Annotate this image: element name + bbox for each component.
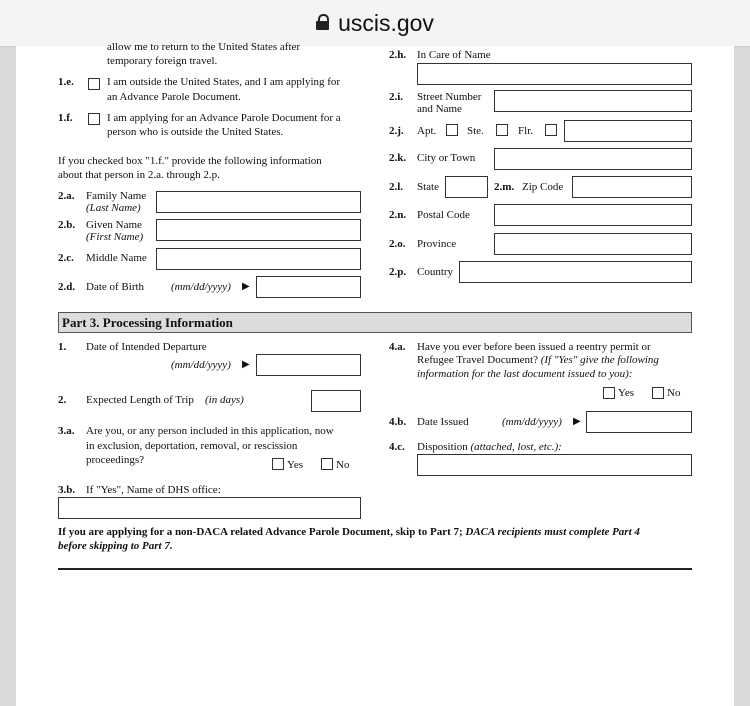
date-issued-input[interactable] xyxy=(586,411,692,433)
q1f-text-2: person who is outside the United States. xyxy=(107,126,284,138)
arrow-right-icon: ▶ xyxy=(573,416,581,427)
apt-checkbox[interactable] xyxy=(446,124,458,136)
p3-q4c-number: 4.c. xyxy=(389,441,405,453)
p3-q4a-text-2b: (If "Yes" give the following xyxy=(540,354,659,366)
p3-q4c-hint: (attached, lost, etc.): xyxy=(470,441,562,453)
country-input[interactable] xyxy=(459,261,692,283)
q4a-no-checkbox[interactable] xyxy=(652,387,664,399)
q2h-label: In Care of Name xyxy=(417,49,491,61)
q1f-number: 1.f. xyxy=(58,112,73,124)
flr-label: Flr. xyxy=(518,125,533,137)
ste-label: Ste. xyxy=(467,125,484,137)
p3-q1-label: Date of Intended Departure xyxy=(86,341,207,353)
date-of-birth-input[interactable] xyxy=(256,276,361,298)
q2j-number: 2.j. xyxy=(389,125,404,137)
q2a-label: Family Name xyxy=(86,190,147,202)
q2n-label: Postal Code xyxy=(417,209,470,221)
q2i-label-1: Street Number xyxy=(417,91,482,103)
p3-q3a-number: 3.a. xyxy=(58,425,75,437)
p3-q4b-label: Date Issued xyxy=(417,416,469,428)
p3-q1-format: (mm/dd/yyyy) xyxy=(171,359,231,371)
p3-q4b-format: (mm/dd/yyyy) xyxy=(502,416,562,428)
q1f-checkbox[interactable] xyxy=(88,113,100,125)
p3-q4c-label-text: Disposition xyxy=(417,441,468,453)
q2m-number: 2.m. xyxy=(494,181,515,193)
q2d-number: 2.d. xyxy=(58,281,76,293)
instructions-line-1: If you checked box "1.f." provide the following information xyxy=(58,155,322,167)
p3-q3a-text-2: in exclusion, deportation, removal, or rescission xyxy=(86,440,298,452)
q2a-number: 2.a. xyxy=(58,190,75,202)
dhs-office-input[interactable] xyxy=(58,497,361,519)
q2l-number: 2.l. xyxy=(389,181,404,193)
arrow-right-icon: ▶ xyxy=(242,359,250,370)
family-name-input[interactable] xyxy=(156,191,361,213)
q2b-sublabel: (First Name) xyxy=(86,231,144,243)
p3-q3a-text-1: Are you, or any person included in this application, now xyxy=(86,425,334,437)
arrow-right-icon: ▶ xyxy=(242,281,250,292)
flr-checkbox[interactable] xyxy=(545,124,557,136)
q2h-number: 2.h. xyxy=(389,49,407,61)
q2d-format: (mm/dd/yyyy) xyxy=(171,281,231,293)
p3-q1-number: 1. xyxy=(58,341,67,353)
q2o-number: 2.o. xyxy=(389,238,406,250)
lock-icon xyxy=(316,14,329,30)
q4a-no-label: No xyxy=(667,387,681,399)
p3-q2-label: Expected Length of Trip xyxy=(86,394,194,406)
q3a-yes-label: Yes xyxy=(287,459,304,471)
p3-q2-number: 2. xyxy=(58,394,67,406)
ste-checkbox[interactable] xyxy=(496,124,508,136)
q4a-yes-checkbox[interactable] xyxy=(603,387,615,399)
apt-label: Apt. xyxy=(417,125,437,137)
p3-q4a-text-3: information for the last document issued to you): xyxy=(417,368,633,380)
q2d-label: Date of Birth xyxy=(86,281,145,293)
p3-q4a-text-2a: Refugee Travel Document? xyxy=(417,354,538,366)
q2k-number: 2.k. xyxy=(389,152,407,164)
q2p-label: Country xyxy=(417,266,454,278)
skip-instruction-b: DACA recipients must complete Part 4 xyxy=(465,526,640,538)
q2c-label: Middle Name xyxy=(86,252,147,264)
q2c-number: 2.c. xyxy=(58,252,74,264)
q1f-text-1: I am applying for an Advance Parole Document for a xyxy=(107,112,341,124)
zip-code-input[interactable] xyxy=(572,176,692,198)
q2b-label: Given Name xyxy=(86,219,142,231)
q2o-label: Province xyxy=(417,238,457,250)
skip-instruction-c: before skipping to Part 7. xyxy=(58,540,173,552)
p3-q4a-text-1: Have you ever before been issued a reentry permit or xyxy=(417,341,651,353)
in-care-of-input[interactable] xyxy=(417,63,692,85)
p3-q2-unit: (in days) xyxy=(205,394,244,406)
q1e-text-2: an Advance Parole Document. xyxy=(107,91,241,103)
p3-q3a-text-3: proceedings? xyxy=(86,454,145,466)
middle-name-input[interactable] xyxy=(156,248,361,270)
p3-q4b-number: 4.b. xyxy=(389,416,407,428)
unit-number-input[interactable] xyxy=(564,120,692,142)
q2l-label: State xyxy=(417,181,439,193)
cut-off-text: allow me to return to the United States after xyxy=(107,41,301,53)
p3-q3b-label: If "Yes", Name of DHS office: xyxy=(86,484,221,496)
q3a-yes-checkbox[interactable] xyxy=(272,458,284,470)
q3a-no-label: No xyxy=(336,459,350,471)
q2a-sublabel: (Last Name) xyxy=(86,202,141,214)
given-name-input[interactable] xyxy=(156,219,361,241)
instructions-line-2: about that person in 2.a. through 2.p. xyxy=(58,169,220,181)
disposition-input[interactable] xyxy=(417,454,692,476)
skip-instruction xyxy=(58,525,698,553)
p3-q4a-number: 4.a. xyxy=(389,341,406,353)
q2i-label-2: and Name xyxy=(417,103,462,115)
q1e-number: 1.e. xyxy=(58,76,74,88)
travel-text: temporary foreign travel. xyxy=(107,55,218,67)
q1e-text-1: I am outside the United States, and I am applying for xyxy=(107,76,341,88)
q1e-checkbox[interactable] xyxy=(88,78,100,90)
section-divider xyxy=(58,568,692,570)
p3-q4c-label xyxy=(417,440,562,454)
state-input[interactable] xyxy=(445,176,488,198)
postal-code-input[interactable] xyxy=(494,204,692,226)
q2p-number: 2.p. xyxy=(389,266,407,278)
street-input[interactable] xyxy=(494,90,692,112)
p3-q3b-number: 3.b. xyxy=(58,484,76,496)
q2k-label: City or Town xyxy=(417,152,476,164)
part3-header: Part 3. Processing Information xyxy=(58,312,692,333)
trip-length-input[interactable] xyxy=(311,390,361,412)
p3-q4a-text-2 xyxy=(417,353,659,367)
q2m-label: Zip Code xyxy=(522,181,564,193)
url-domain: uscis.gov xyxy=(338,9,434,36)
q4a-yes-label: Yes xyxy=(618,387,635,399)
skip-instruction-a: If you are applying for a non-DACA related Advance Parole Document, skip to Part 7; xyxy=(58,526,463,538)
q3a-no-checkbox[interactable] xyxy=(321,458,333,470)
departure-date-input[interactable] xyxy=(256,354,361,376)
q2n-number: 2.n. xyxy=(389,209,407,221)
city-input[interactable] xyxy=(494,148,692,170)
province-input[interactable] xyxy=(494,233,692,255)
q2i-number: 2.i. xyxy=(389,91,404,103)
q2b-number: 2.b. xyxy=(58,219,76,231)
